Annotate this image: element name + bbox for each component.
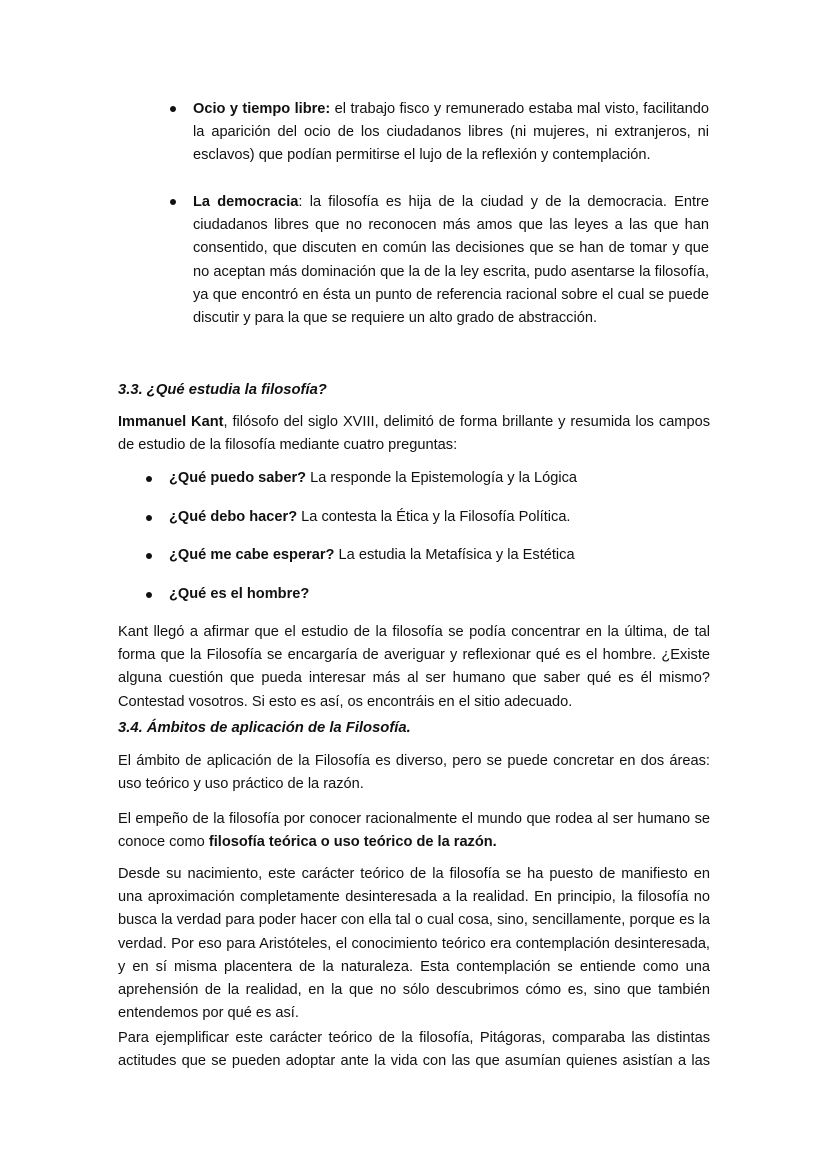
- nacimiento-paragraph: Desde su nacimiento, este carácter teórico de la filosofía se ha puesto de manifiesto en una aproximación completamente desinteresada a la realidad. En principio, la filosofía no busca la verdad para poder hacer con ella tal o cual cosa, sino, sencillamente, porque es la verdad. Por eso para Aristóteles, el conocimiento teórico era contemplación desinteresada, y en sí misma placentera de la naturaleza. Esta contemplación se entiende como una aprehensión de la realidad, en la que no sólo descubrimos cómo es, sino que también entendemos por qué es así.: [118, 866, 710, 1022]
- ambito-paragraph: El ámbito de aplicación de la Filosofía es diverso, pero se puede concretar en dos áreas: uso teórico y uso práctico de la razón.: [118, 753, 710, 793]
- list-item-term: Ocio y tiempo libre:: [193, 101, 331, 117]
- section-heading-3-4: 3.4. Ámbitos de aplicación de la Filosofía.: [118, 720, 411, 736]
- filosofia-teorica-term: filosofía teórica o uso teórico de la razón.: [208, 834, 497, 851]
- pitagoras-paragraph: Para ejemplificar este carácter teórico de la filosofía, Pitágoras, comparaba las distintas actitudes que se pueden adoptar ante la vida con las que asumían quienes asistían a las: [118, 1030, 710, 1070]
- paragraph-text: El empeño de la filosofía por conocer racionalmente el mundo que rodea al ser humano se conoce como: [118, 811, 710, 851]
- kant-conclusion-paragraph: Kant llegó a afirmar que el estudio de la filosofía se podía concentrar en la última, de tal forma que la Filosofía se encargaría de averiguar y reflexionar qué es el hombre. ¿Existe alguna cuestión que pueda interesar más al ser humano que saber qué es él mismo? Contestad vosotros. Si esto es así, os encontráis en el sitio adecuado.: [118, 624, 710, 710]
- question-text: ¿Qué debo hacer?: [169, 509, 298, 525]
- bullet-icon: [146, 553, 152, 559]
- question-item: [169, 583, 309, 606]
- answer-text: La responde la Epistemología y la Lógica: [306, 470, 578, 486]
- bullet-icon: [170, 199, 176, 205]
- answer-text: La estudia la Metafísica y la Estética: [334, 547, 575, 563]
- list-item-ocio: [193, 98, 709, 168]
- question-item: [169, 506, 571, 529]
- question-text: ¿Qué es el hombre?: [169, 586, 310, 602]
- list-item-democracia: [193, 191, 709, 330]
- kant-intro-paragraph: [118, 411, 710, 457]
- filosofia-teorica-paragraph: [118, 808, 710, 854]
- question-item: [169, 544, 575, 567]
- list-item-text: el trabajo fisco y remunerado estaba mal visto, facilitando la aparición del ocio de los ciudadanos libres (ni mujeres, ni extranjeros, ni esclavos) que podían permitirse el lujo de la reflexión y contemplación.: [193, 101, 709, 164]
- section-heading-3-3: 3.3. ¿Qué estudia la filosofía?: [118, 382, 327, 398]
- question-item: [169, 467, 577, 490]
- bullet-icon: [146, 476, 152, 482]
- question-text: ¿Qué me cabe esperar?: [169, 547, 335, 563]
- answer-text: La contesta la Ética y la Filosofía Política.: [297, 509, 571, 525]
- list-item-term: La democracia: [193, 194, 299, 210]
- bullet-icon: [146, 592, 152, 598]
- kant-name: Immanuel Kant: [118, 414, 224, 430]
- question-text: ¿Qué puedo saber?: [169, 470, 307, 486]
- bullet-icon: [170, 106, 176, 112]
- bullet-icon: [146, 515, 152, 521]
- kant-intro-text: , filósofo del siglo XVIII, delimitó de forma brillante y resumida los campos de estudio de la filosofía mediante cuatro preguntas:: [118, 414, 710, 454]
- list-item-text: : la filosofía es hija de la ciudad y de la democracia. Entre ciudadanos libres que no reconocen más amos que las leyes a las que han consentido, que discuten en común las decisiones que se han de tomar y que no aceptan más dominación que la de la ley escrita, pudo asentarse la filosofía, ya que encontró en ésta un punto de referencia racional sobre el cual se puede discutir y para la que se requiere un alto grado de abstracción.: [193, 194, 709, 327]
